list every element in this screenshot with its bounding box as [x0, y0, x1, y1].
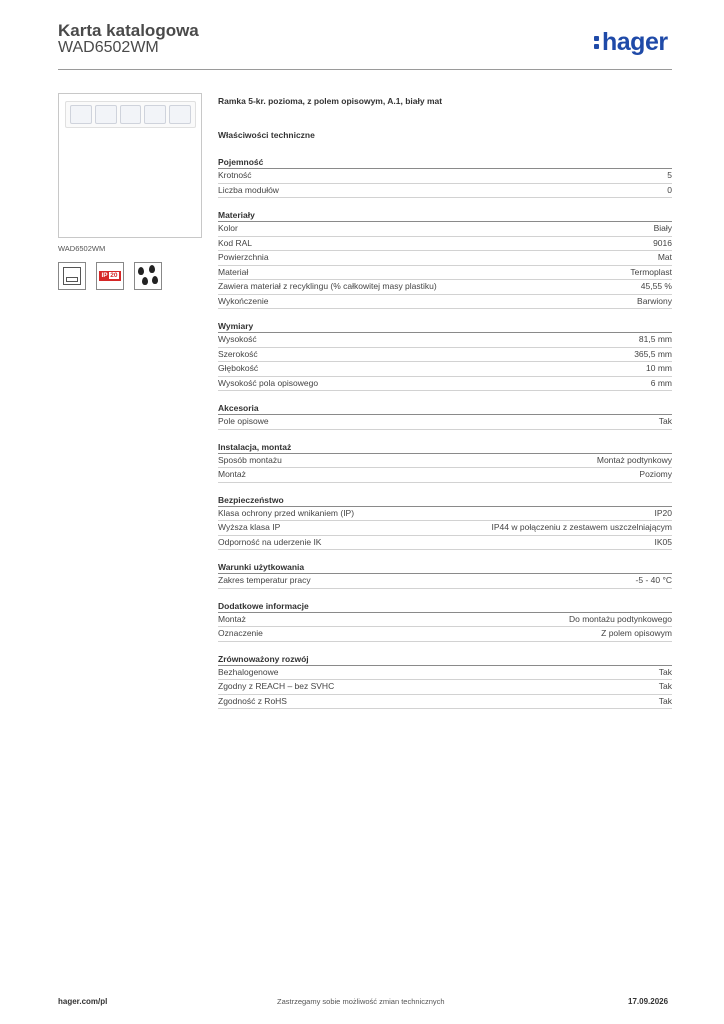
product-image: [58, 93, 202, 238]
section-title: Instalacja, montaż: [218, 441, 672, 454]
spec-value: Z polem opisowym: [601, 628, 672, 638]
spec-value: IK05: [654, 536, 672, 547]
spec-label: Szerokość: [218, 348, 258, 359]
spec-value: Barwiony: [637, 295, 672, 306]
header-divider: [58, 69, 672, 70]
ip-rating-icon: [96, 262, 124, 290]
spec-section: [218, 209, 672, 309]
section-title: Pojemność: [218, 156, 672, 169]
ip-icon-label: IP: [101, 272, 108, 279]
spec-row: [218, 415, 672, 430]
section-title: Dodatkowe informacje: [218, 600, 672, 613]
spec-value: Do montażu podtynkowego: [568, 613, 672, 624]
spec-row: [218, 237, 672, 252]
spec-section: [218, 441, 672, 483]
spec-label: Zawiera materiał z recyklingu (% całkowitej masy plastiku): [218, 281, 437, 291]
section-title: Materiały: [218, 209, 672, 222]
spec-value: Tak: [658, 695, 672, 706]
spec-value: 365,5 mm: [634, 348, 672, 359]
spec-label: Zgodność z RoHS: [218, 695, 287, 706]
logo-dots-icon: [594, 36, 600, 52]
spec-row: [218, 266, 672, 281]
spec-label: Klasa ochrony przed wnikaniem (IP): [218, 507, 355, 518]
spec-label: Wykończenie: [218, 295, 269, 306]
spec-value: 9016: [653, 237, 672, 248]
spec-value: Biały: [653, 223, 672, 233]
spec-label: Materiał: [218, 266, 249, 277]
spec-section: [218, 320, 672, 391]
spec-label: Odporność na uderzenie IK: [218, 536, 322, 547]
spec-label: Sposób montażu: [218, 454, 282, 465]
spec-row: [218, 348, 672, 363]
spec-row: [218, 695, 672, 710]
spec-label: Bezhalogenowe: [218, 666, 279, 677]
document-title: Karta katalogowa: [58, 21, 199, 40]
spec-row: [218, 184, 672, 199]
spec-row: [218, 454, 672, 469]
spec-section: [218, 156, 672, 198]
spec-row: [218, 377, 672, 392]
section-title: Zrównoważony rozwój: [218, 653, 672, 666]
spec-row: [218, 169, 672, 184]
spec-row: [218, 251, 672, 266]
water-drops-icon: [134, 262, 162, 290]
spec-label: Wyższa klasa IP: [218, 522, 281, 532]
spec-value: IP44 w połączeniu z zestawem uszczelniającym: [491, 522, 672, 532]
section-title: Bezpieczeństwo: [218, 494, 672, 507]
footer-website[interactable]: hager.com/pl: [58, 997, 108, 1006]
spec-value: Mat: [657, 252, 672, 262]
spec-label: Wysokość pola opisowego: [218, 377, 319, 388]
spec-row: [218, 666, 672, 681]
logo-text: hager: [602, 28, 668, 56]
spec-row: [218, 333, 672, 348]
spec-row: [218, 613, 672, 628]
spec-row: [218, 574, 672, 589]
ip-icon-value: 20: [110, 272, 118, 279]
spec-label: Kolor: [218, 223, 238, 233]
spec-label: Montaż: [218, 613, 246, 624]
spec-row: [218, 507, 672, 522]
spec-value: 10 mm: [646, 363, 672, 373]
spec-row: [218, 280, 672, 295]
feature-icons: [58, 262, 162, 290]
section-title: Warunki użytkowania: [218, 561, 672, 574]
spec-section: [218, 561, 672, 589]
product-description: Ramka 5-kr. pozioma, z polem opisowym, A.1, biały mat: [218, 96, 443, 106]
spec-label: Zakres temperatur pracy: [218, 575, 311, 585]
spec-row: [218, 521, 672, 536]
spec-section: [218, 494, 672, 551]
spec-row: [218, 362, 672, 377]
spec-value: 0: [667, 184, 672, 195]
product-image-caption: WAD6502WM: [58, 244, 106, 253]
spec-value: 5: [667, 170, 672, 180]
footer-date: 17.09.2026: [628, 997, 669, 1006]
section-title: Wymiary: [218, 320, 672, 333]
spec-label: Oznaczenie: [218, 628, 263, 638]
footer-notice: Zastrzegamy sobie możliwość zmian technicznych: [277, 997, 445, 1006]
spec-value: Termoplast: [630, 266, 672, 277]
spec-label: Krotność: [218, 170, 252, 180]
spec-label: Liczba modułów: [218, 184, 279, 195]
flush-mount-icon: [58, 262, 86, 290]
tech-properties-title: Właściwości techniczne: [218, 130, 315, 140]
spec-row: [218, 627, 672, 642]
spec-row: [218, 222, 672, 237]
spec-value: IP20: [654, 507, 672, 518]
spec-label: Montaż: [218, 469, 246, 479]
spec-row: [218, 536, 672, 551]
spec-label: Powierzchnia: [218, 252, 269, 262]
spec-section: [218, 653, 672, 710]
spec-value: -5 - 40 °C: [635, 575, 672, 585]
spec-row: [218, 468, 672, 483]
spec-row: [218, 295, 672, 310]
frame-picture: [65, 101, 196, 128]
hager-logo: [594, 28, 668, 57]
spec-value: Tak: [658, 416, 672, 426]
product-code-heading: WAD6502WM: [58, 39, 159, 56]
spec-label: Zgodny z REACH – bez SVHC: [218, 681, 335, 691]
spec-label: Kod RAL: [218, 237, 253, 248]
section-title: Akcesoria: [218, 402, 672, 415]
spec-label: Głębokość: [218, 363, 259, 373]
spec-value: Tak: [658, 666, 672, 677]
spec-label: Pole opisowe: [218, 416, 269, 426]
spec-value: 45,55 %: [640, 281, 672, 291]
tech-sections: [218, 156, 672, 720]
spec-value: Poziomy: [639, 469, 672, 479]
spec-value: 81,5 mm: [638, 334, 672, 344]
spec-label: Wysokość: [218, 334, 257, 344]
spec-section: [218, 600, 672, 642]
spec-value: Tak: [658, 681, 672, 691]
spec-value: Montaż podtynkowy: [596, 454, 672, 465]
spec-value: 6 mm: [650, 377, 672, 388]
spec-section: [218, 402, 672, 430]
spec-row: [218, 680, 672, 695]
